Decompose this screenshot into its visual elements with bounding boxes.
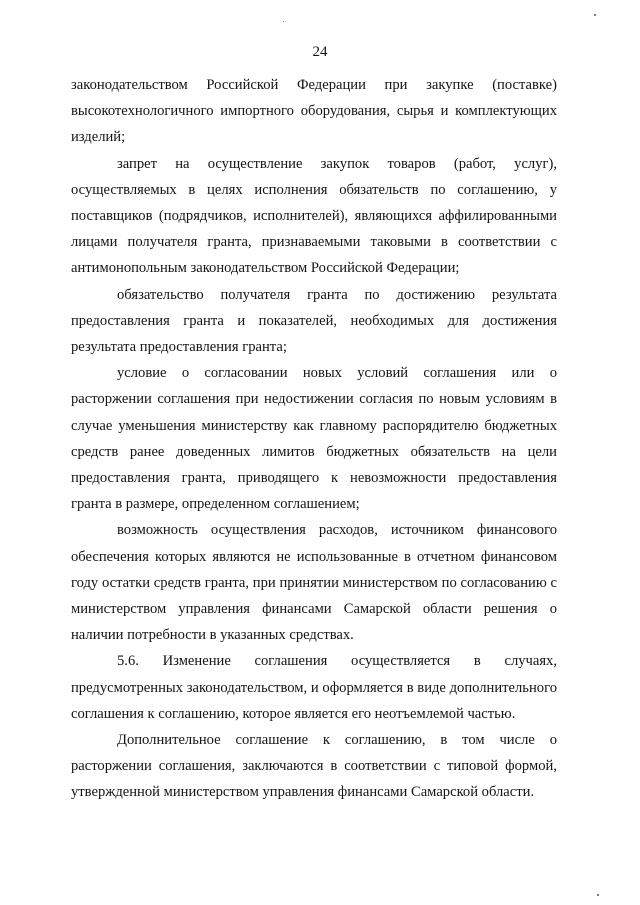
paragraph-new-conditions: условие о согласовании новых условий соглашения или о расторжении соглашения при недостижении согласия по новым условиям в случае уменьшения министерству как главному распорядителю бюджетных средств ранее доведенных лимитов бюджетных обязательств на цели предоставления гранта, приводящего к невозможности предоставления гранта в размере, определенном соглашением; xyxy=(71,365,557,513)
paragraph-purchase-ban: запрет на осуществление закупок товаров (работ, услуг), осуществляемых в целях исполнения обязательств по соглашению, у поставщиков (подрядчиков, исполнителей), являющихся аффилированными лицами получателя гранта, признаваемыми таковыми в соответствии с антимонопольным законодательством Российской Федерации; xyxy=(71,155,557,277)
paragraph-continuation: законодательством Российской Федерации при закупке (поставке) высокотехнологичного импортного оборудования, сырья и комплектующих изделий; xyxy=(71,77,557,146)
page-number: 24 xyxy=(312,44,328,60)
document-body xyxy=(71,72,557,806)
paragraph-clause-5-6: 5.6. Изменение соглашения осуществляется в случаях, предусмотренных законодательством, и оформляется в виде дополнительного соглашения к соглашению, которое является его неотъемлемой частью. xyxy=(71,653,557,722)
paragraph-result-obligation: обязательство получателя гранта по достижению результата предоставления гранта и показателей, необходимых для достижения результата предоставления гранта; xyxy=(71,286,557,356)
scan-speck xyxy=(597,894,599,896)
scan-speck xyxy=(283,21,284,22)
scan-speck xyxy=(594,14,596,16)
paragraph-unused-balance: возможность осуществления расходов, источником финансового обеспечения которых являются не использованные в отчетном финансовом году остатки средств гранта, при принятии министерством по согласованию с министерством управления финансами Самарской области решения о наличии потребности в указанных средствах. xyxy=(71,522,557,644)
paragraph-supplementary-agreement: Дополнительное соглашение к соглашению, в том числе о расторжении соглашения, заключаются в соответствии с типовой формой, утвержденной министерством управления финансами Самарской области. xyxy=(71,732,557,801)
